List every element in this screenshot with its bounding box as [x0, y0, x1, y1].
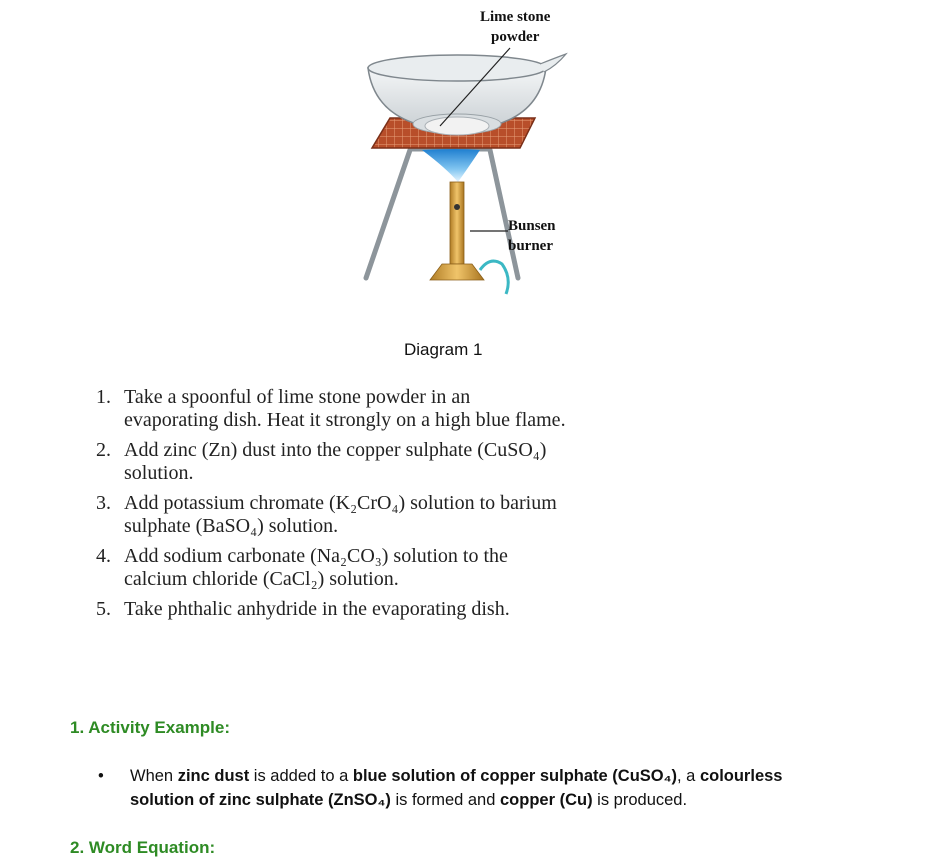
apparatus-illustration [330, 0, 610, 300]
step-text: Add sodium carbonate (Na₂CO₃) solution to the calcium chloride (CaCl₂) solution. [124, 545, 508, 590]
label-burner-line1: Bunsen [508, 218, 556, 234]
label-burner-line2: burner [508, 238, 553, 254]
label-limestone [480, 7, 550, 47]
gas-pipe [480, 261, 508, 294]
step-item [96, 386, 566, 432]
bullet-text-part: is formed and [390, 791, 500, 809]
label-limestone-line1: Lime stone [480, 9, 551, 25]
word-equation-heading: 2. Word Equation: [70, 838, 216, 857]
step-item [96, 598, 566, 621]
bullet-text-part: When [130, 767, 178, 785]
activity-example-heading: 1. Activity Example: [70, 718, 230, 737]
step-text: Add zinc (Zn) dust into the copper sulphate (CuSO₄) solution. [124, 439, 547, 484]
diagram-caption: Diagram 1 [404, 340, 483, 359]
bullet-dot: • [98, 767, 104, 785]
step-text: Add potassium chromate (K₂CrO₄) solution to barium sulphate (BaSO₄) solution. [124, 492, 557, 537]
procedure-steps [96, 386, 566, 628]
bullet-text-part: , a [677, 767, 700, 785]
step-text: Take a spoonful of lime stone powder in an evaporating dish. Heat it strongly on a high blue flame. [124, 386, 566, 431]
apparatus-diagram [330, 0, 610, 300]
label-burner [508, 216, 556, 256]
step-text: Take phthalic anhydride in the evaporating dish. [124, 598, 510, 620]
label-limestone-line2: powder [491, 29, 540, 45]
step-number: 5. [96, 598, 111, 620]
step-number: 4. [96, 545, 111, 567]
bullet-bold-part: copper (Cu) [500, 791, 593, 809]
blue-flame [422, 149, 480, 182]
step-number: 2. [96, 439, 111, 461]
tripod-stand [366, 150, 518, 278]
step-item [96, 492, 566, 538]
step-item [96, 439, 566, 485]
bullet-text [130, 764, 850, 812]
bullet-bold-part: colourless solution of zinc sulphate (ZnSO₄) [130, 767, 783, 809]
step-number: 3. [96, 492, 111, 514]
bullet-bold-part: blue solution of copper sulphate (CuSO₄) [352, 767, 677, 785]
bullet-bold-part: zinc dust [177, 767, 250, 785]
limestone-powder [425, 117, 489, 135]
step-number: 1. [96, 386, 111, 408]
step-item [96, 545, 566, 591]
bullet-text-part: is added to a [249, 767, 353, 785]
bullet-text-part: is produced. [592, 791, 688, 809]
